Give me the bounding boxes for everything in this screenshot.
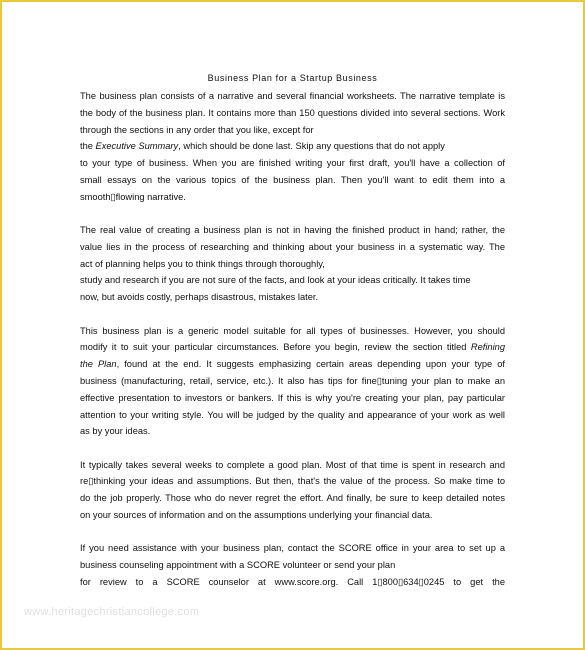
text-line: study and research if you are not sure of the facts, and look at your ideas critically. It takes time <box>80 275 471 286</box>
text-line: for review to a SCORE counselor at www.score.org. Call 1▯800▯634▯0245 to get the <box>80 576 505 587</box>
text-line: as by your ideas. <box>80 426 151 437</box>
text-line: attention to your writing style. You will be judged by the quality and appearance of your work as well <box>80 409 505 420</box>
text-line: smooth▯flowing narrative. <box>80 191 186 202</box>
italic-text: Refining <box>470 342 505 353</box>
italic-text: Executive Summary <box>95 141 179 152</box>
text-line <box>80 138 505 155</box>
text-line: the body of the business plan. It contains more than 150 questions divided into several sections. Work <box>80 107 505 118</box>
text-line: to your type of business. When you are finished writing your first draft, you'll have a collection of <box>80 158 505 169</box>
document-title: Business Plan for a Startup Business <box>207 73 378 83</box>
text-line: This business plan is a generic model suitable for all types of businesses. However, you should <box>80 325 505 336</box>
text-line: value lies in the process of researching and thinking about your business in a systematic way. The <box>80 241 505 252</box>
text-line: It typically takes several weeks to complete a good plan. Most of that time is spent in research and <box>80 459 505 470</box>
document-body <box>80 70 505 607</box>
text-line: effective presentation to investors or bankers. If this is why you're creating your plan, pay particular <box>80 392 505 403</box>
paragraph <box>80 323 505 441</box>
text-segment: , found at the end. It suggests emphasizing certain areas depending upon your type of <box>116 359 505 370</box>
text-line: on your sources of information and on the assumptions underlying your financial data. <box>80 510 433 521</box>
text-line <box>80 339 505 356</box>
text-line: If you need assistance with your business plan, contact the SCORE office in your area to set up a <box>80 543 505 554</box>
paragraph <box>80 457 505 524</box>
text-line: small essays on the various topics of the business plan. Then you'll want to edit them into a <box>80 174 505 185</box>
text-line <box>80 356 505 373</box>
text-line: The real value of creating a business plan is not in having the finished product in hand; rather, the <box>80 225 505 236</box>
paragraph <box>80 88 505 206</box>
watermark: www.heritagechristiancollege.com <box>24 606 200 618</box>
paragraph <box>80 222 505 306</box>
text-segment: , which should be done last. Skip any questions that do not apply <box>178 141 445 152</box>
italic-text: the Plan <box>80 359 117 370</box>
text-segment: modify it to suit your particular circumstances. Before you begin, review the section titled <box>80 342 471 353</box>
text-line: now, but avoids costly, perhaps disastrous, mistakes later. <box>80 292 319 303</box>
text-line: through the sections in any order that you like, except for <box>80 124 314 135</box>
text-line: act of planning helps you to think things through thoroughly, <box>80 258 325 269</box>
paragraph <box>80 540 505 590</box>
text-line: The business plan consists of a narrative and several financial worksheets. The narrative template is <box>80 91 505 101</box>
text-line: business (manufacturing, retail, service, etc.). It also has tips for fine▯tuning your plan to make an <box>80 375 505 386</box>
text-line: re▯thinking your ideas and assumptions. But then, that's the value of the process. So make time to <box>80 476 505 487</box>
text-line: business counseling appointment with a SCORE volunteer or send your plan <box>80 560 396 571</box>
text-segment: the <box>80 141 96 152</box>
text-line: do the job properly. Those who do never regret the effort. And finally, be sure to keep detailed notes <box>80 493 505 504</box>
